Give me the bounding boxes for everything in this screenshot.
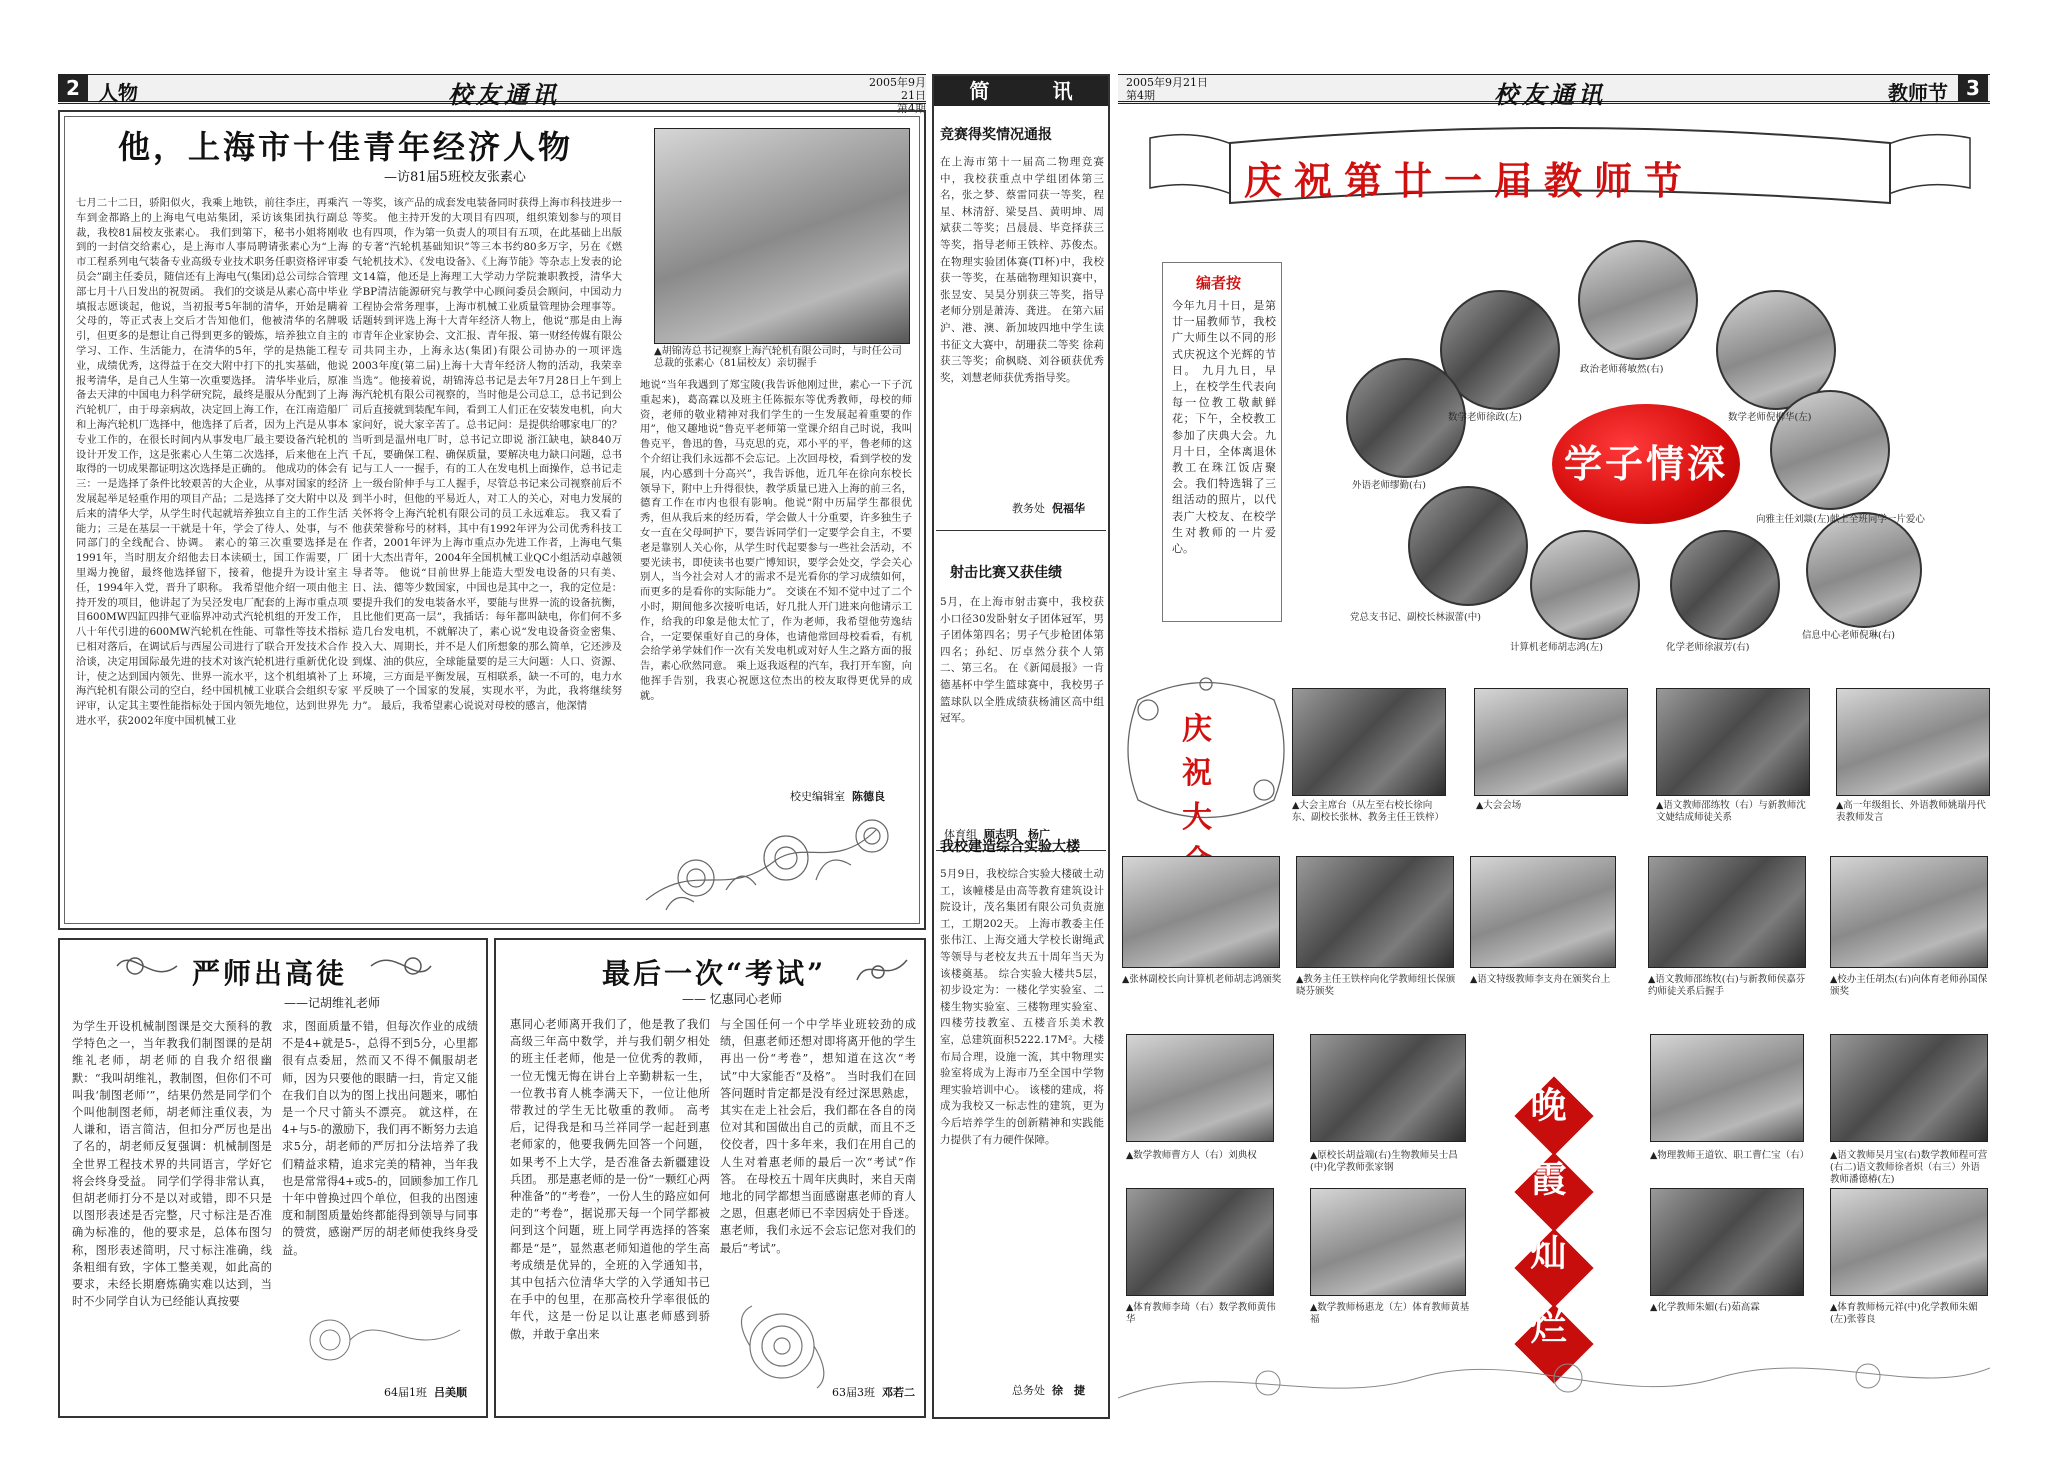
celebration-caption-1: ▲大会主席台（从左至右校长徐向东、副校长张林、教务主任王铁梓） (1292, 800, 1445, 823)
brief-divider-1 (936, 530, 1106, 531)
last-exam-column-1: 惠同心老师离开我们了，他是教了我们高级三年高中数学，并与我们朝夕相处的班主任老师，他是一位优秀的教师，一位无愧无悔在讲台上辛勤耕耘一生，一位教书育人桃李满天下，一位让他所带教过的学生无比敬重的教师。 高考后，记得我是和马兰祥同学一起赶到惠老师家的，他要我俩先回答一个问题，如果考不上大学，是否准备去新疆建设兵团。 那是惠老师的是一份“一颗红心两种准备”的“考卷”，一份人生的路应如何走的“考卷”，据说那天每一个同学都被问到这个问题，班上同学再选择的答案都是“是”，显然惠老师知道他的学生高考成绩是优异的，全班的入学通知书，其中包括六位清华大学的入学通知书已在手中的包里，在那高校升学率很低的年代，这是一份足以让惠老师感到骄傲，并敢于拿出来 (510, 1018, 710, 1341)
circle-caption-4: 外语老师缪勤(右) (1352, 480, 1426, 491)
last-exam-subtitle: —— 忆惠同心老师 (682, 992, 782, 1006)
evening-caption-1: ▲数学教师曹方人（右）刘典权 (1126, 1150, 1257, 1161)
celebration-caption-5: ▲张林副校长向计算机老师胡志鸿颁奖 (1122, 974, 1282, 985)
circle-caption-8: 化学老师徐淑芳(右) (1666, 642, 1750, 653)
brief-2-title: 射击比赛又获佳绩 (950, 565, 1062, 581)
celebration-caption-6: ▲教务主任王铁梓向化学教师纽长保颁晓芬颁奖 (1296, 974, 1456, 997)
strict-teacher-title: 严师出高徒 (192, 957, 348, 990)
circle-caption-2: 数学老师徐政(左) (1448, 412, 1522, 423)
last-exam-author-name: 邓若二 (882, 1386, 915, 1399)
circle-caption-6: 党总支书记、副校长林淑蕾(中) (1350, 612, 1481, 623)
celebration-photo-7 (1470, 856, 1616, 968)
strict-teacher-ornament-right (366, 946, 436, 986)
evening-caption-8: ▲体育教师杨元祥(中)化学教师朱媚(左)张蓉良 (1830, 1302, 1978, 1325)
feature-author-label: 校史编辑室 (790, 790, 845, 803)
circle-caption-3: 数学老师倪柳华(左) (1728, 412, 1812, 423)
feature-author (790, 788, 885, 804)
strict-teacher-column-2: 求，图面质量不错，但每次作业的成绩不是4+就是5-，总得不到5分，心里都很有点委屈，然而又不得不佩服胡老师，因为只要他的眼睛一扫，肯定又能在我们自以为的图上找出问题来，哪怕是一个尺寸箭头不漂亮。 就这样，在4+与5-的激励下，我们再不断努力去追求5分，胡老师的严厉扣分法培养了我们精益求精，追求完美的精神，当年我也是常常得4+或5-的，回顾参加工作几十年中曾换过四个单位，但我的出图速度和制图质量始终都能得到领导与同事的赞赏，感谢严厉的胡老师使我终身受益。 (282, 1020, 478, 1257)
circle-photo-chemistry-teacher (1670, 530, 1780, 640)
celebration-label: 庆祝大 (1182, 712, 1234, 835)
brief-3-author-name: 徐 捷 (1052, 1384, 1085, 1397)
evening-photo-1 (1126, 1034, 1274, 1142)
celebration-photo-6 (1296, 856, 1454, 968)
feature-photo-hu-jintao-handshake (654, 128, 910, 344)
circle-photo-computer-teacher (1530, 530, 1640, 640)
feature-column-1: 七月二十二日，骄阳似火，我乘上地铁，前往李庄，再乘汽车到金都路上的上海电气电站集团，采访该集团执行副总裁，我校81届校友张素心。 我们到第下，秘书小姐将刚收到的一封信交给素心，是上海市人事局聘请张素心为“上海市工程系列电气装备专业高级专业技术职务任职资格评审委员会”副主任委员，随信还有上海电气(集团)总公司综合管理部七月十八日发出的祝贺函。 我们的交谈是从素心高中毕业填报志愿谈起，他说，当初报考5年制的清华，开始是瞒着父母的，等正式表上交后才告知他们，他被清华的名牌吸引，但更多的是想让自己得到更多的锻炼，培养独立自主的学习、工作、生活能力，在清华的5年，学的是热能工程专业，成绩优秀，这得益于在交大附中打下的扎实基础，他说报考清华，是自己人生第一次重要选择。 清华毕业后，原准备去天津的中国电力科学研究院，最终是服从分配到了上海汽轮机厂，由于母亲病故，决定回上海工作，在江南造船厂和上海汽轮机厂选择中，他选择了后者，因为上汽是从事本专业工作的，在很长时间内从事发电厂最主要设备汽轮机的设计开发工作，这是张素心人生第二次选择，后来他在上汽取得的一切成果都证明这次选择是正确的。 他成功的体会有三：一是选择了条件比较艰苦的大企业，从事对国家的经济发展起举足轻重作用的项目产品；二是选择了交大附中以及后来的清华大学，从学生时代起就培养独立自主的工作生活能力；三是在基层一干就是十年，学会了待人、处事，与不同部门的全线配合、协调。 素心的第三次重要选择是在1991年，当时朋友介绍他去日本读硕士，国工作需要，厂里竭力挽留，最终他选择留下，接着，他提升为设计室主任，1994年入党，晋升了职称。 我希望他介绍一项由他主持开发的项目，他讲起了为吴泾发电厂配套的上海市重点项目600MW四缸四排气亚临界冲动式汽轮机组的开发工作，八十年代引进的600MW汽轮机在性能、可靠性等技术指标已相对落后，在调试后与西屋公司进行了联合开发技术合作洽谈，决定用国际最先进的技术对该汽轮机进行重新优化设计，使之达到国内领先、世界一流水平，这个机组填补了上海汽轮机有限公司的空白，经中国机械工业联合会组织专家评审，认定其主要性能指标处于国内领先地位，达到世界先进水平，获2002年度中国机械工业 (76, 197, 348, 727)
last-exam-author (832, 1384, 915, 1400)
left-date-text: 2005年9月21日 (869, 76, 926, 102)
last-exam-column-2: 与全国任何一个中学毕业班较劲的成绩，但惠老师还想对即将离开他的学生再出一份“考卷”，想知道在这次“考试”中大家能否“及格”。 当时我们在回答问题时肯定都是没有经过深思熟虑，其实在走上社会后，我们都在各自的岗位对其和国做出自己的贡献，而且不乏佼佼者，四十多年来，我们在用自己的人生对着惠老师的最后一次“考试”作答。 在母校五十周年庆典时，来自天南地北的同学都想当面感谢惠老师的育人之恩，但惠老师已不幸因病处于昏迷。 惠老师，我们永远不会忘记您对我们的最后“考试”。 (720, 1018, 916, 1255)
celebration-photo-1 (1292, 688, 1446, 796)
right-issue-text: 第4期 (1126, 89, 1155, 102)
left-masthead: 校友通讯 (448, 80, 560, 109)
celebration-photo-9 (1830, 856, 1988, 968)
last-exam-title: 最后一次“考试” (602, 957, 827, 990)
brief-3-title: 我校建造综合实验大楼 (940, 839, 1080, 855)
last-exam-floral (722, 1296, 842, 1396)
evening-glow-label: 晚霞灿烂 (1525, 1086, 1567, 1382)
evening-caption-4: ▲语文教师吴月宝(右)数学教师程可营(右二)语文教师徐者炽（右三）外语教师潘德椿(左) (1830, 1150, 1988, 1185)
evening-photo-7 (1650, 1188, 1804, 1296)
evening-photo-6 (1310, 1188, 1466, 1296)
editor-note-text: 今年九月十日，是第廿一届教师节，我校广大师生以不同的形式庆祝这个光辉的节日。 九月九日，早上，在校学生代表向每一位教工敬献鲜花；下午，全校教工参加了庆典大会。九月十日，全体离退休教工在珠江饭店聚会。我们特选辑了三组活动的照片，以代表广大校友、在校学生对教师的一片爱心。 (1172, 299, 1276, 556)
celebration-caption-8: ▲语文教师邵练牧(右)与新教师侯嘉芬约师徒关系后握手 (1648, 974, 1806, 997)
evening-photo-2 (1310, 1034, 1466, 1142)
celebration-caption-9: ▲校办主任胡杰(右)向体育老师孙国保颁奖 (1830, 974, 1988, 997)
brief-1-author (1012, 500, 1085, 516)
last-exam-author-label: 63届3班 (832, 1386, 875, 1399)
celebration-caption-3: ▲语文教师邵练牧（右）与新教师沈文婕结成师徒关系 (1656, 800, 1806, 823)
evening-photo-4 (1830, 1034, 1988, 1142)
right-date-text: 2005年9月21日 (1126, 76, 1208, 89)
strict-teacher-column-1: 为学生开设机械制图课是交大预科的教学特色之一，当年教我们制图课的是胡维礼老师，胡老师的自我介绍很幽默：“我叫胡维礼，教制图，但你们不可叫我‘制图老师’”，结果仍然是同学们个个叫他制图老师，胡老师注重仪表，为人谦和，语言简洁，但扣分严厉也是出了名的，胡老师反复强调：机械制图是全世界工程技术界的共同语言，学好它将会终身受益。 同学们学得非常认真，但胡老师打分不是以对或错，即不只是以图形表述是否完整，尺寸标注是否准确为标准的，他的要求是，总体布图匀称，图形表述简明，尺寸标注准确，线条粗细有致，字体工整美观，如此高的要求，未经长期磨炼确实难以达到，当时不少同学自认为已经能认真按要 (72, 1020, 272, 1309)
celebration-photo-2 (1474, 688, 1628, 796)
brief-2-author-name: 顾志明 杨广 (984, 828, 1050, 841)
students-affection-label: 学子情深 (1552, 404, 1740, 524)
bottom-floral-border (1118, 1338, 1990, 1418)
circle-caption-7: 计算机老师胡志鸿(左) (1510, 642, 1603, 653)
celebration-photo-5 (1122, 856, 1280, 968)
celebration-photo-8 (1648, 856, 1806, 968)
left-page-header (58, 74, 926, 115)
evening-caption-6: ▲数学教师杨惠龙（左）体育教师黄基福 (1310, 1302, 1470, 1325)
feature-title: 他，上海市十佳青年经济人物 (118, 128, 574, 166)
brief-2-author-label: 体育组 (944, 828, 977, 841)
right-date (1126, 76, 1208, 102)
strict-teacher-author-name: 吕美顺 (434, 1386, 467, 1399)
celebration-caption-4: ▲高一年级组长、外语教师姚瑞丹代表教师发言 (1836, 800, 1986, 823)
celebration-photo-4 (1836, 688, 1990, 796)
evening-caption-3: ▲物理教师王道钦、职工曹仁宝（右） (1650, 1150, 1810, 1161)
briefs-header: 简 讯 (934, 76, 1108, 106)
brief-2-text: 5月，在上海市射击赛中，我校获小口径30发卧射女子团体冠军，男子团体第四名；男子气步枪团体第四名；孙纪、厉卓然分获个人第二、第三名。 在《新闻晨报》一肯德基杯中学生篮球赛中，我校男子篮球队以全胜成绩获杨浦区高中组冠军。 (940, 596, 1104, 725)
last-exam-ornament (852, 950, 912, 990)
feature-floral-ornament (636, 800, 920, 920)
evening-photo-8 (1830, 1188, 1988, 1296)
right-page-header (1118, 74, 1990, 109)
feature-column-2: 一等奖，该产品的成套发电装备同时获得上海市科技进步一等奖。 他主持开发的大项目有四项，组织策划参与的项目也有四项，作为第一负责人的项目有五项，在此基础上出版的专著“汽轮机基础知识”等三本书约80多万字，另在《燃气轮机技术》、《发电设备》、《上海节能》等杂志上发表的论文14篇，他还是上海理工大学动力学院兼职教授，清华大学BP清洁能源研究与教学中心顾问委员会顾问，中国动力工程协会常务理事，上海市机械工业质量管理协会理事等。 话题转到评选上海十大青年经济人物上，他说“那是由上海市青年企业家协会、文汇报、青年报、第一财经传媒有限公司共同主办，上海永达(集团)有限公司协办的一项评选2003年度(第二届)上海十大青年经济人物的活动，我荣幸当选”。他接着说，胡锦涛总书记是去年7月28日上午到上海汽轮机有限公司视察的，当时他是公司总工，总书记到公司后直接就到装配车间，看到工人们正在安装发电机，向大家问好，说大家辛苦了。总书记问：是提供给哪家电厂的？当听到是温州电厂时，总书记立即说 浙江缺电，缺840万千瓦，要确保工程、确保质量，要解决电力缺口问题，总书记与工人一一握手，有的工人在发电机上面操作，总书记走上一级台阶伸手与工人握手，尽管总书记来公司视察前后不到半小时，但他的平易近人，对工人的关心，对电力发展的关怀将令上海汽轮机有限公司的员工永远难忘。 我又看了他获荣誉称号的材料，其中有1992年评为公司优秀科技工作者，2001年评为上海市重点办先进工作者，上海电气集团十大杰出青年，2004年全国机械工业QC小组活动卓越领导者等。 他说“目前世界上能造大型发电设备的只有美、日、法、德等少数国家，中国也是其中之一，我的定位是：要提升我们的发电装备水平，要能与世界一流的设备抗衡，且比他们更高一层”，我插话：每年都叫缺电，你们何不多造几台发电机，不就解决了，素心说“发电设备资金密集、投入大、周期长，并不是人们所想象的那么简单，它还涉及到煤、油的供应，全球能量要的是三大问题：人口、资源、环境，三方面是平衡发展，互相联系，缺一不可的，电力水平反映了一个国家的发展，实现水平，为此，我将继续努力”。 最后，我希望素心说说对母校的感言，他深情 (352, 197, 622, 713)
brief-3-author-label: 总务处 (1012, 1384, 1045, 1397)
feature-column-3: 地说“当年我遇到了郑宝陵(我告诉他刚过世，素心一下子沉重起来)，葛高霖以及班主任陈振东等优秀教师，母校的师资，老师的敬业精神对我们学生的一生发展起着重要的作用”，他又趣地说“鲁克平老师第一堂课介绍自己时说，我叫鲁克平，鲁迅的鲁，马克思的克，邓小平的平，鲁老师的这个介绍让我们永远都不会忘记。上次回母校，看到学校的发展，内心感到十分高兴”，我告诉他，近几年在徐向东校长领导下，附中上升得很快，教学质量已进入上海的前三名，德育工作在市内也很有影响。他说“附中历届学生都很优秀，但从我后来的经历看，学会做人十分重要，许多独生子女一直在父母呵护下，要告诉同学们一定要学会自主，不要老是靠别人关心你，从学生时代起要参与一些社会活动，不要光读书，即使读书也要广博知识，要学会处交，学会关心别人，当今社会对人才的需求不是光看你的学习成绩如何，而更多的是看你的实际能力”。 交谈在不知不觉中过了二个小时，期间他多次接听电话，好几批人开门进来向他请示工作，给我的印象是他太忙了，作为老师，我希望他劳逸结合，一定要保重好自己的身体，也请他常回母校看看，有机会给学弟学妹们作一次有关发电机或对好人生之路方面的报告，素心欣然同意。 乘上返我返程的汽车，我打开车窗，向他挥手告别，我衷心祝愿这位杰出的校友取得更优异的成就。 (640, 379, 912, 702)
brief-1-author-label: 教务处 (1012, 502, 1045, 515)
strict-teacher-subtitle: ——记胡维礼老师 (284, 996, 381, 1010)
brief-3-text: 5月9日，我校综合实验大楼破土动工，该幢楼是由高等教育建筑设计院设计，茂名集团有限公司负责施工，工期202天。 上海市教委主任张伟江、上海交通大学校长谢绳武等领导与老校友共五十周年当天为该楼奠基。 综合实验大楼共5层，初步设定为：一楼化学实验室、二楼生物实验室、三楼物理实验室、四楼劳技教室、五楼音乐美术教室，总建筑面积5222.17M²。大楼布局合理，设施一流，其中物理实验室将成为上海市乃至全国中学物理实验培训中心。 该楼的建成，将成为我校又一标志性的建筑，更为今后培养学生的创新精神和实践能力提供了有力硬件保障。 (940, 868, 1104, 1146)
strict-teacher-ornament-left (112, 946, 182, 986)
circle-caption-1: 政治老师蒋敏然(右) (1580, 364, 1664, 375)
evening-photo-3 (1650, 1034, 1804, 1142)
circle-photo-class-director (1770, 390, 1890, 510)
strict-teacher-author-label: 64届1班 (384, 1386, 427, 1399)
circle-caption-5: 向雅主任刘燚(左)献上全班同学一片爱心 (1756, 514, 1925, 525)
editor-note-label: 编者按 (1196, 274, 1242, 292)
brief-1-author-name: 倪福华 (1052, 502, 1085, 515)
strict-teacher-author (384, 1384, 467, 1400)
left-page-section: 人物 (98, 81, 138, 105)
feature-author-name: 陈德良 (852, 790, 885, 803)
circle-photo-party-secretary (1408, 486, 1528, 606)
strict-teacher-floral (280, 1300, 480, 1380)
evening-caption-5: ▲体育教师李琦（右）数学教师黄伟华 (1126, 1302, 1276, 1325)
evening-caption-7: ▲化学教师朱媚(右)茹高霖 (1650, 1302, 1760, 1313)
evening-caption-2: ▲原校长胡益端(右)生物教师吴士昌(中)化学教师张家钢 (1310, 1150, 1458, 1173)
teachers-day-ribbon-title: 庆祝第廿一届教师节 (1244, 158, 1695, 203)
feature-subtitle: —访81届5班校友张素心 (384, 170, 526, 185)
right-masthead: 校友通讯 (1494, 80, 1606, 109)
feature-photo-caption: ▲胡锦涛总书记视察上海汽轮机有限公司时，与时任公司总裁的张素心（81届校友）亲切握手 (654, 346, 902, 369)
left-issue-text: 第4期 (897, 102, 926, 115)
brief-1-title: 竞赛得奖情况通报 (940, 127, 1052, 143)
celebration-caption-7: ▲语文特级教师李支舟在颁奖台上 (1470, 974, 1611, 985)
circle-photo-info-center-teacher (1806, 512, 1922, 628)
celebration-photo-3 (1656, 688, 1810, 796)
brief-3-author (1012, 1382, 1085, 1398)
right-page-section: 教师节 (1888, 81, 1948, 105)
left-page-number: 2 (58, 75, 88, 102)
evening-photo-5 (1126, 1188, 1274, 1296)
circle-photo-politics-teacher (1578, 240, 1698, 360)
brief-1-text: 在上海市第十一届高二物理竞赛中，我校获重点中学组团体第三名，张之梦、蔡雷同获一等奖，程星、林清舒、梁旻昌、黄明坤、周斌获二等奖；吕晨晨、毕竞择获三等奖，指导老师王铁梓、苏俊杰。 在物理实验团体赛(TI杯)中，我校获一等奖，在基础物理知识赛中，张昱安、吴昊分别获三等奖，指导老师分别是萧涛、龚进。 在第六届沪、港、澳、新加坡四地中学生读书征文大赛中，胡珊获二等奖 徐莉获三等奖；俞枫晓、刘谷硕获优秀奖，刘慧老师获优秀指导奖。 (940, 156, 1104, 384)
celebration-caption-2: ▲大会会场 (1476, 800, 1522, 811)
circle-caption-9: 信息中心老师倪琳(右) (1802, 630, 1895, 641)
right-page-number: 3 (1958, 75, 1988, 102)
